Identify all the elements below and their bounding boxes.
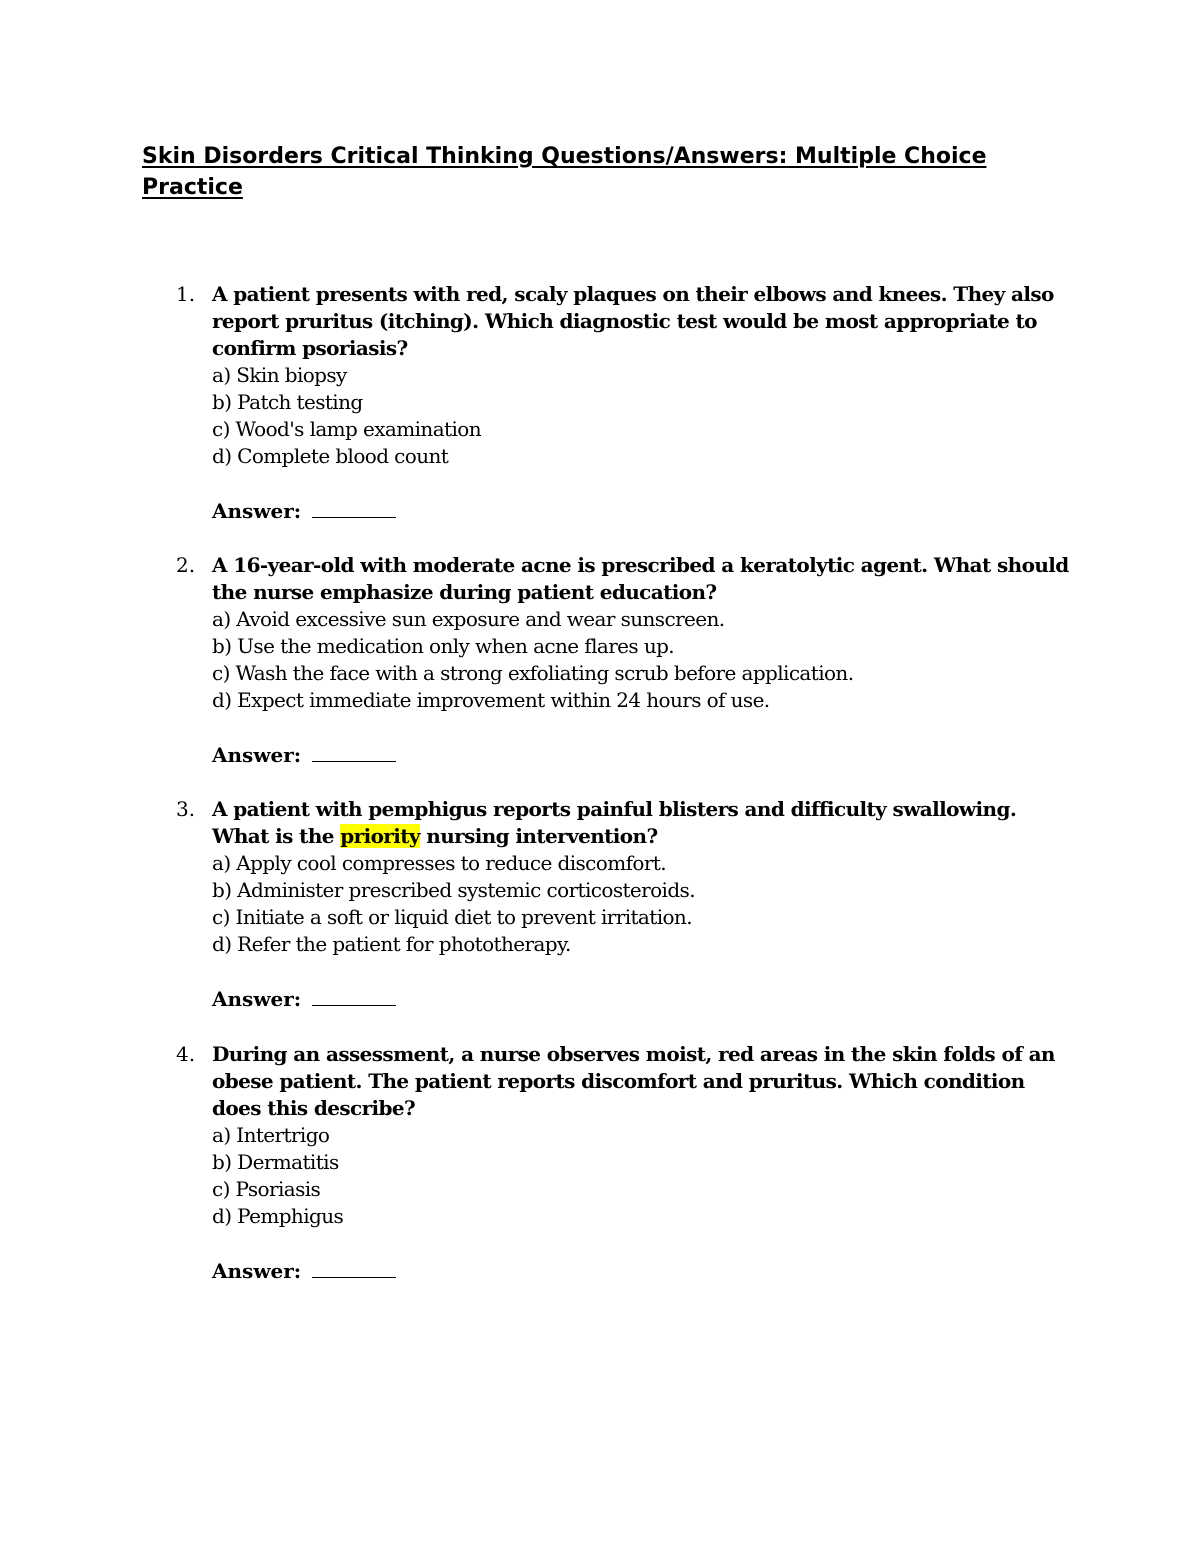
option-c: c) Wash the face with a strong exfoliating scrub before application. bbox=[212, 661, 854, 685]
answer-label: Answer: bbox=[212, 1259, 302, 1283]
option-c: c) Initiate a soft or liquid diet to prevent irritation. bbox=[212, 905, 692, 929]
answer-label: Answer: bbox=[212, 499, 302, 523]
answer-line bbox=[212, 1257, 1072, 1285]
option-b: b) Administer prescribed systemic corticosteroids. bbox=[212, 878, 695, 902]
question-stem bbox=[212, 796, 1072, 850]
answer-line bbox=[212, 741, 1072, 769]
question-number: 1. bbox=[176, 282, 196, 306]
question-body bbox=[212, 796, 1072, 1013]
question-number: 4. bbox=[176, 1042, 196, 1066]
option-list bbox=[212, 1122, 1072, 1230]
question-body bbox=[212, 281, 1072, 525]
option-a: a) Skin biopsy bbox=[212, 363, 347, 387]
option-list bbox=[212, 606, 1072, 714]
question-body bbox=[212, 1041, 1072, 1285]
highlighted-word: priority bbox=[340, 824, 420, 848]
answer-blank bbox=[312, 497, 396, 518]
option-d: d) Refer the patient for phototherapy. bbox=[212, 932, 571, 956]
question-stem: A patient presents with red, scaly plaques on their elbows and knees. They also report pruritus (itching). Which diagnostic test would be most appropriate to confirm psoriasis? bbox=[212, 282, 1054, 360]
question-stem-part: A patient with pemphigus reports painful blisters and difficulty swallowing. What is the bbox=[212, 797, 1017, 848]
option-b: b) Patch testing bbox=[212, 390, 363, 414]
option-d: d) Pemphigus bbox=[212, 1204, 344, 1228]
option-a: a) Intertrigo bbox=[212, 1123, 330, 1147]
option-c: c) Psoriasis bbox=[212, 1177, 321, 1201]
answer-label: Answer: bbox=[212, 987, 302, 1011]
option-list bbox=[212, 850, 1072, 958]
option-d: d) Complete blood count bbox=[212, 444, 449, 468]
answer-blank bbox=[312, 985, 396, 1006]
option-b: b) Dermatitis bbox=[212, 1150, 339, 1174]
question-stem: During an assessment, a nurse observes moist, red areas in the skin folds of an obese patient. The patient reports discomfort and pruritus. Which condition does this describe? bbox=[212, 1042, 1055, 1120]
question-number: 2. bbox=[176, 553, 196, 577]
answer-blank bbox=[312, 741, 396, 762]
question-body bbox=[212, 552, 1072, 769]
answer-blank bbox=[312, 1257, 396, 1278]
option-b: b) Use the medication only when acne flares up. bbox=[212, 634, 675, 658]
document-title: Skin Disorders Critical Thinking Questions/Answers: Multiple Choice Practice bbox=[142, 144, 987, 200]
question-number: 3. bbox=[176, 797, 196, 821]
option-list bbox=[212, 362, 1072, 470]
option-d: d) Expect immediate improvement within 24 hours of use. bbox=[212, 688, 770, 712]
question-stem-part: nursing intervention? bbox=[419, 824, 658, 848]
question-stem: A 16-year-old with moderate acne is prescribed a keratolytic agent. What should the nurse emphasize during patient education? bbox=[212, 553, 1069, 604]
answer-line bbox=[212, 985, 1072, 1013]
option-a: a) Avoid excessive sun exposure and wear sunscreen. bbox=[212, 607, 725, 631]
option-c: c) Wood's lamp examination bbox=[212, 417, 481, 441]
option-a: a) Apply cool compresses to reduce discomfort. bbox=[212, 851, 666, 875]
answer-label: Answer: bbox=[212, 743, 302, 767]
answer-line bbox=[212, 497, 1072, 525]
